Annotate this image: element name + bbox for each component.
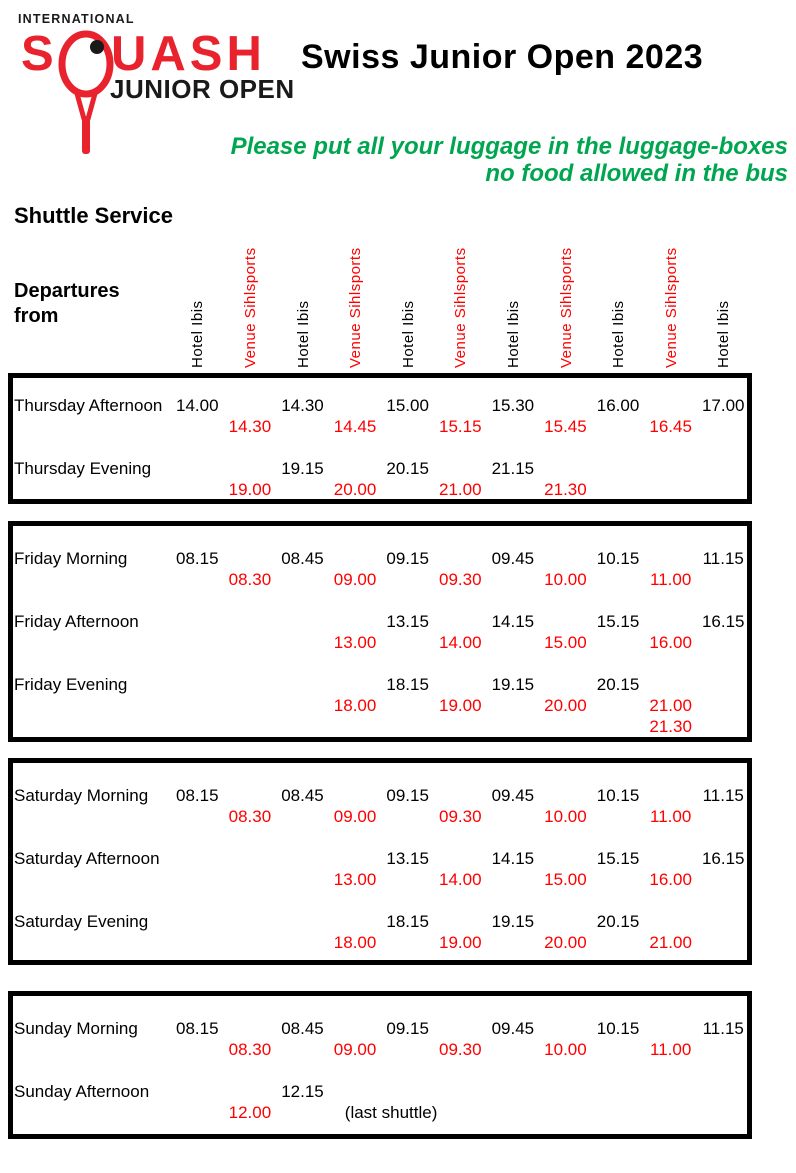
time-cell-hotel: 11.15: [702, 786, 744, 805]
time-cell-hotel: 14.15: [491, 612, 535, 631]
time-cell-hotel: 08.45: [281, 786, 324, 805]
schedule-row-venue: [14, 806, 747, 827]
schedule-row-hotel: [14, 395, 747, 416]
time-cell-hotel: 11.15: [702, 549, 744, 568]
time-cell-venue: 09.00: [333, 807, 377, 826]
time-cell-hotel: 20.15: [386, 459, 429, 478]
schedule-row-venue: [14, 632, 747, 653]
session-label: Thursday Evening: [14, 459, 152, 478]
schedule-row-hotel: [14, 785, 747, 806]
time-cell-venue: 08.30: [228, 807, 272, 826]
time-cell-hotel: 19.15: [281, 459, 324, 478]
page-title: Swiss Junior Open 2023: [301, 38, 704, 76]
time-cell-hotel: 08.15: [176, 786, 219, 805]
last-shuttle-note: (last shuttle): [344, 1103, 438, 1122]
schedule-box-saturday: [8, 758, 752, 965]
time-cell-hotel: 19.15: [491, 675, 535, 694]
time-cell-venue: 19.00: [438, 933, 482, 952]
schedule-row-venue: [14, 932, 747, 953]
time-cell-hotel: 09.15: [386, 1019, 429, 1038]
schedule-row-hotel: [14, 458, 747, 479]
time-cell-hotel: 09.15: [386, 786, 429, 805]
time-cell-hotel: 15.15: [596, 849, 640, 868]
time-cell-hotel: 14.00: [176, 396, 219, 415]
time-cell-hotel: 16.15: [701, 612, 745, 631]
time-cell-venue: 21.00: [649, 933, 692, 952]
time-cell-venue: 18.00: [333, 696, 377, 715]
time-cell-venue: 20.00: [544, 933, 587, 952]
schedule-row-hotel: [14, 611, 747, 632]
time-cell-venue: 09.00: [333, 570, 377, 589]
schedule-row-hotel: [14, 548, 747, 569]
session-label: Saturday Morning: [14, 786, 149, 805]
schedule-box-sunday: [8, 991, 752, 1139]
time-cell-venue: 15.15: [438, 417, 482, 436]
time-cell-hotel: 17.00: [701, 396, 745, 415]
time-cell-venue: 14.30: [228, 417, 272, 436]
time-cell-hotel: 21.15: [491, 459, 535, 478]
time-cell-hotel: 10.15: [596, 1019, 640, 1038]
schedule-row-hotel: [14, 911, 747, 932]
logo-international-text: INTERNATIONAL: [18, 12, 135, 26]
time-cell-hotel: 08.45: [281, 549, 324, 568]
time-cell-venue: 10.00: [544, 570, 587, 589]
time-cell-hotel: 08.15: [176, 549, 219, 568]
session-label: Sunday Afternoon: [14, 1082, 150, 1101]
time-cell-venue: 15.45: [544, 417, 587, 436]
column-header-venue-2: Venue Sihlsports: [241, 247, 259, 368]
time-cell-hotel: 18.15: [386, 912, 429, 931]
schedule-row-hotel: [14, 674, 747, 695]
time-cell-hotel: 13.15: [386, 849, 429, 868]
time-cell-hotel: 15.15: [596, 612, 640, 631]
time-cell-hotel: 09.45: [491, 549, 535, 568]
time-cell-venue: 21.00: [438, 480, 482, 499]
time-cell-hotel: 12.15: [281, 1082, 324, 1101]
time-cell-venue: 08.30: [228, 570, 272, 589]
column-header-hotel-5: Hotel Ibis: [399, 300, 417, 368]
time-cell-hotel: 20.15: [596, 912, 640, 931]
column-header-venue-4: Venue Sihlsports: [347, 247, 365, 368]
time-cell-venue: 21.30: [649, 717, 692, 736]
schedule-row-venue: [14, 869, 747, 890]
schedule-row-venue: [14, 416, 747, 437]
time-cell-hotel: 18.15: [386, 675, 429, 694]
time-cell-hotel: 16.15: [701, 849, 745, 868]
time-cell-venue: 14.00: [438, 633, 482, 652]
time-cell-venue: 09.00: [333, 1040, 377, 1059]
logo-brand-rest: UASH: [111, 27, 266, 81]
time-cell-venue: 11.00: [650, 807, 692, 826]
time-cell-hotel: 09.45: [491, 786, 535, 805]
time-cell-venue: 16.45: [649, 417, 692, 436]
time-cell-hotel: 09.15: [386, 549, 429, 568]
luggage-notice-line1: Please put all your luggage in the luggage-boxes: [230, 133, 788, 160]
time-cell-venue: 09.30: [438, 570, 482, 589]
time-cell-venue: 20.00: [333, 480, 377, 499]
time-cell-venue: 14.00: [438, 870, 482, 889]
time-cell-venue: 20.00: [544, 696, 587, 715]
column-header-hotel-11: Hotel Ibis: [715, 300, 733, 368]
schedule-row-hotel: [14, 1018, 747, 1039]
logo-junior-open-text: JUNIOR OPEN: [110, 74, 295, 104]
time-cell-hotel: 10.15: [596, 786, 640, 805]
time-cell-venue: 19.00: [438, 696, 482, 715]
schedule-row-venue: [14, 695, 747, 716]
time-cell-hotel: 08.45: [281, 1019, 324, 1038]
column-header-venue-6: Venue Sihlsports: [452, 247, 470, 368]
time-cell-venue: 11.00: [650, 1040, 692, 1059]
logo-brand-s: S: [21, 27, 54, 81]
schedule-box-thursday: [8, 373, 752, 504]
shuttle-service-heading: Shuttle Service: [14, 203, 173, 228]
time-cell-venue: 21.00: [649, 696, 692, 715]
column-header-venue-10: Venue Sihlsports: [662, 247, 680, 368]
time-cell-venue: 14.45: [333, 417, 377, 436]
column-header-hotel-9: Hotel Ibis: [610, 300, 628, 368]
time-cell-hotel: 15.30: [491, 396, 535, 415]
time-cell-venue: 15.00: [544, 870, 587, 889]
time-cell-venue: 18.00: [333, 933, 377, 952]
column-headers: [0, 0, 796, 373]
time-cell-venue: 12.00: [228, 1103, 272, 1122]
time-cell-venue: 16.00: [649, 870, 692, 889]
session-label: Saturday Afternoon: [14, 849, 160, 868]
time-cell-venue: 10.00: [544, 807, 587, 826]
time-cell-venue: 09.30: [438, 807, 482, 826]
session-label: Friday Evening: [14, 675, 128, 694]
time-cell-venue: 15.00: [544, 633, 587, 652]
column-header-hotel-7: Hotel Ibis: [504, 300, 522, 368]
schedule-row-venue: [14, 569, 747, 590]
session-label: Sunday Morning: [14, 1019, 138, 1038]
time-cell-hotel: 19.15: [491, 912, 535, 931]
time-cell-hotel: 08.15: [176, 1019, 219, 1038]
column-header-venue-8: Venue Sihlsports: [557, 247, 575, 368]
time-cell-hotel: 13.15: [386, 612, 429, 631]
time-cell-venue: 13.00: [333, 870, 377, 889]
time-cell-venue: 19.00: [228, 480, 272, 499]
session-label: Thursday Afternoon: [14, 396, 163, 415]
time-cell-venue: 10.00: [544, 1040, 587, 1059]
departures-line2: from: [14, 305, 59, 327]
time-cell-venue: 09.30: [438, 1040, 482, 1059]
schedule-row-venue: [14, 716, 747, 737]
time-cell-venue: 11.00: [650, 570, 692, 589]
time-cell-hotel: 10.15: [596, 549, 640, 568]
time-cell-venue: 16.00: [649, 633, 692, 652]
time-cell-hotel: 09.45: [491, 1019, 535, 1038]
time-cell-hotel: 14.30: [281, 396, 324, 415]
time-cell-hotel: 20.15: [596, 675, 640, 694]
schedule-row-hotel: [14, 848, 747, 869]
time-cell-hotel: 16.00: [596, 396, 640, 415]
session-label: Saturday Evening: [14, 912, 149, 931]
time-cell-hotel: 15.00: [386, 396, 429, 415]
session-label: Friday Morning: [14, 549, 128, 568]
time-cell-venue: 13.00: [333, 633, 377, 652]
column-header-hotel-3: Hotel Ibis: [294, 300, 312, 368]
luggage-notice-line2: no food allowed in the bus: [485, 160, 788, 187]
schedule-row-venue: [14, 479, 747, 500]
departures-line1: Departures: [14, 280, 120, 302]
time-cell-venue: 21.30: [544, 480, 587, 499]
schedule-row-venue: [14, 1039, 747, 1060]
time-cell-venue: 08.30: [228, 1040, 272, 1059]
column-header-hotel-1: Hotel Ibis: [189, 300, 207, 368]
schedule-box-friday: [8, 521, 752, 742]
time-cell-hotel: 14.15: [491, 849, 535, 868]
session-label: Friday Afternoon: [14, 612, 139, 631]
time-cell-hotel: 11.15: [702, 1019, 744, 1038]
